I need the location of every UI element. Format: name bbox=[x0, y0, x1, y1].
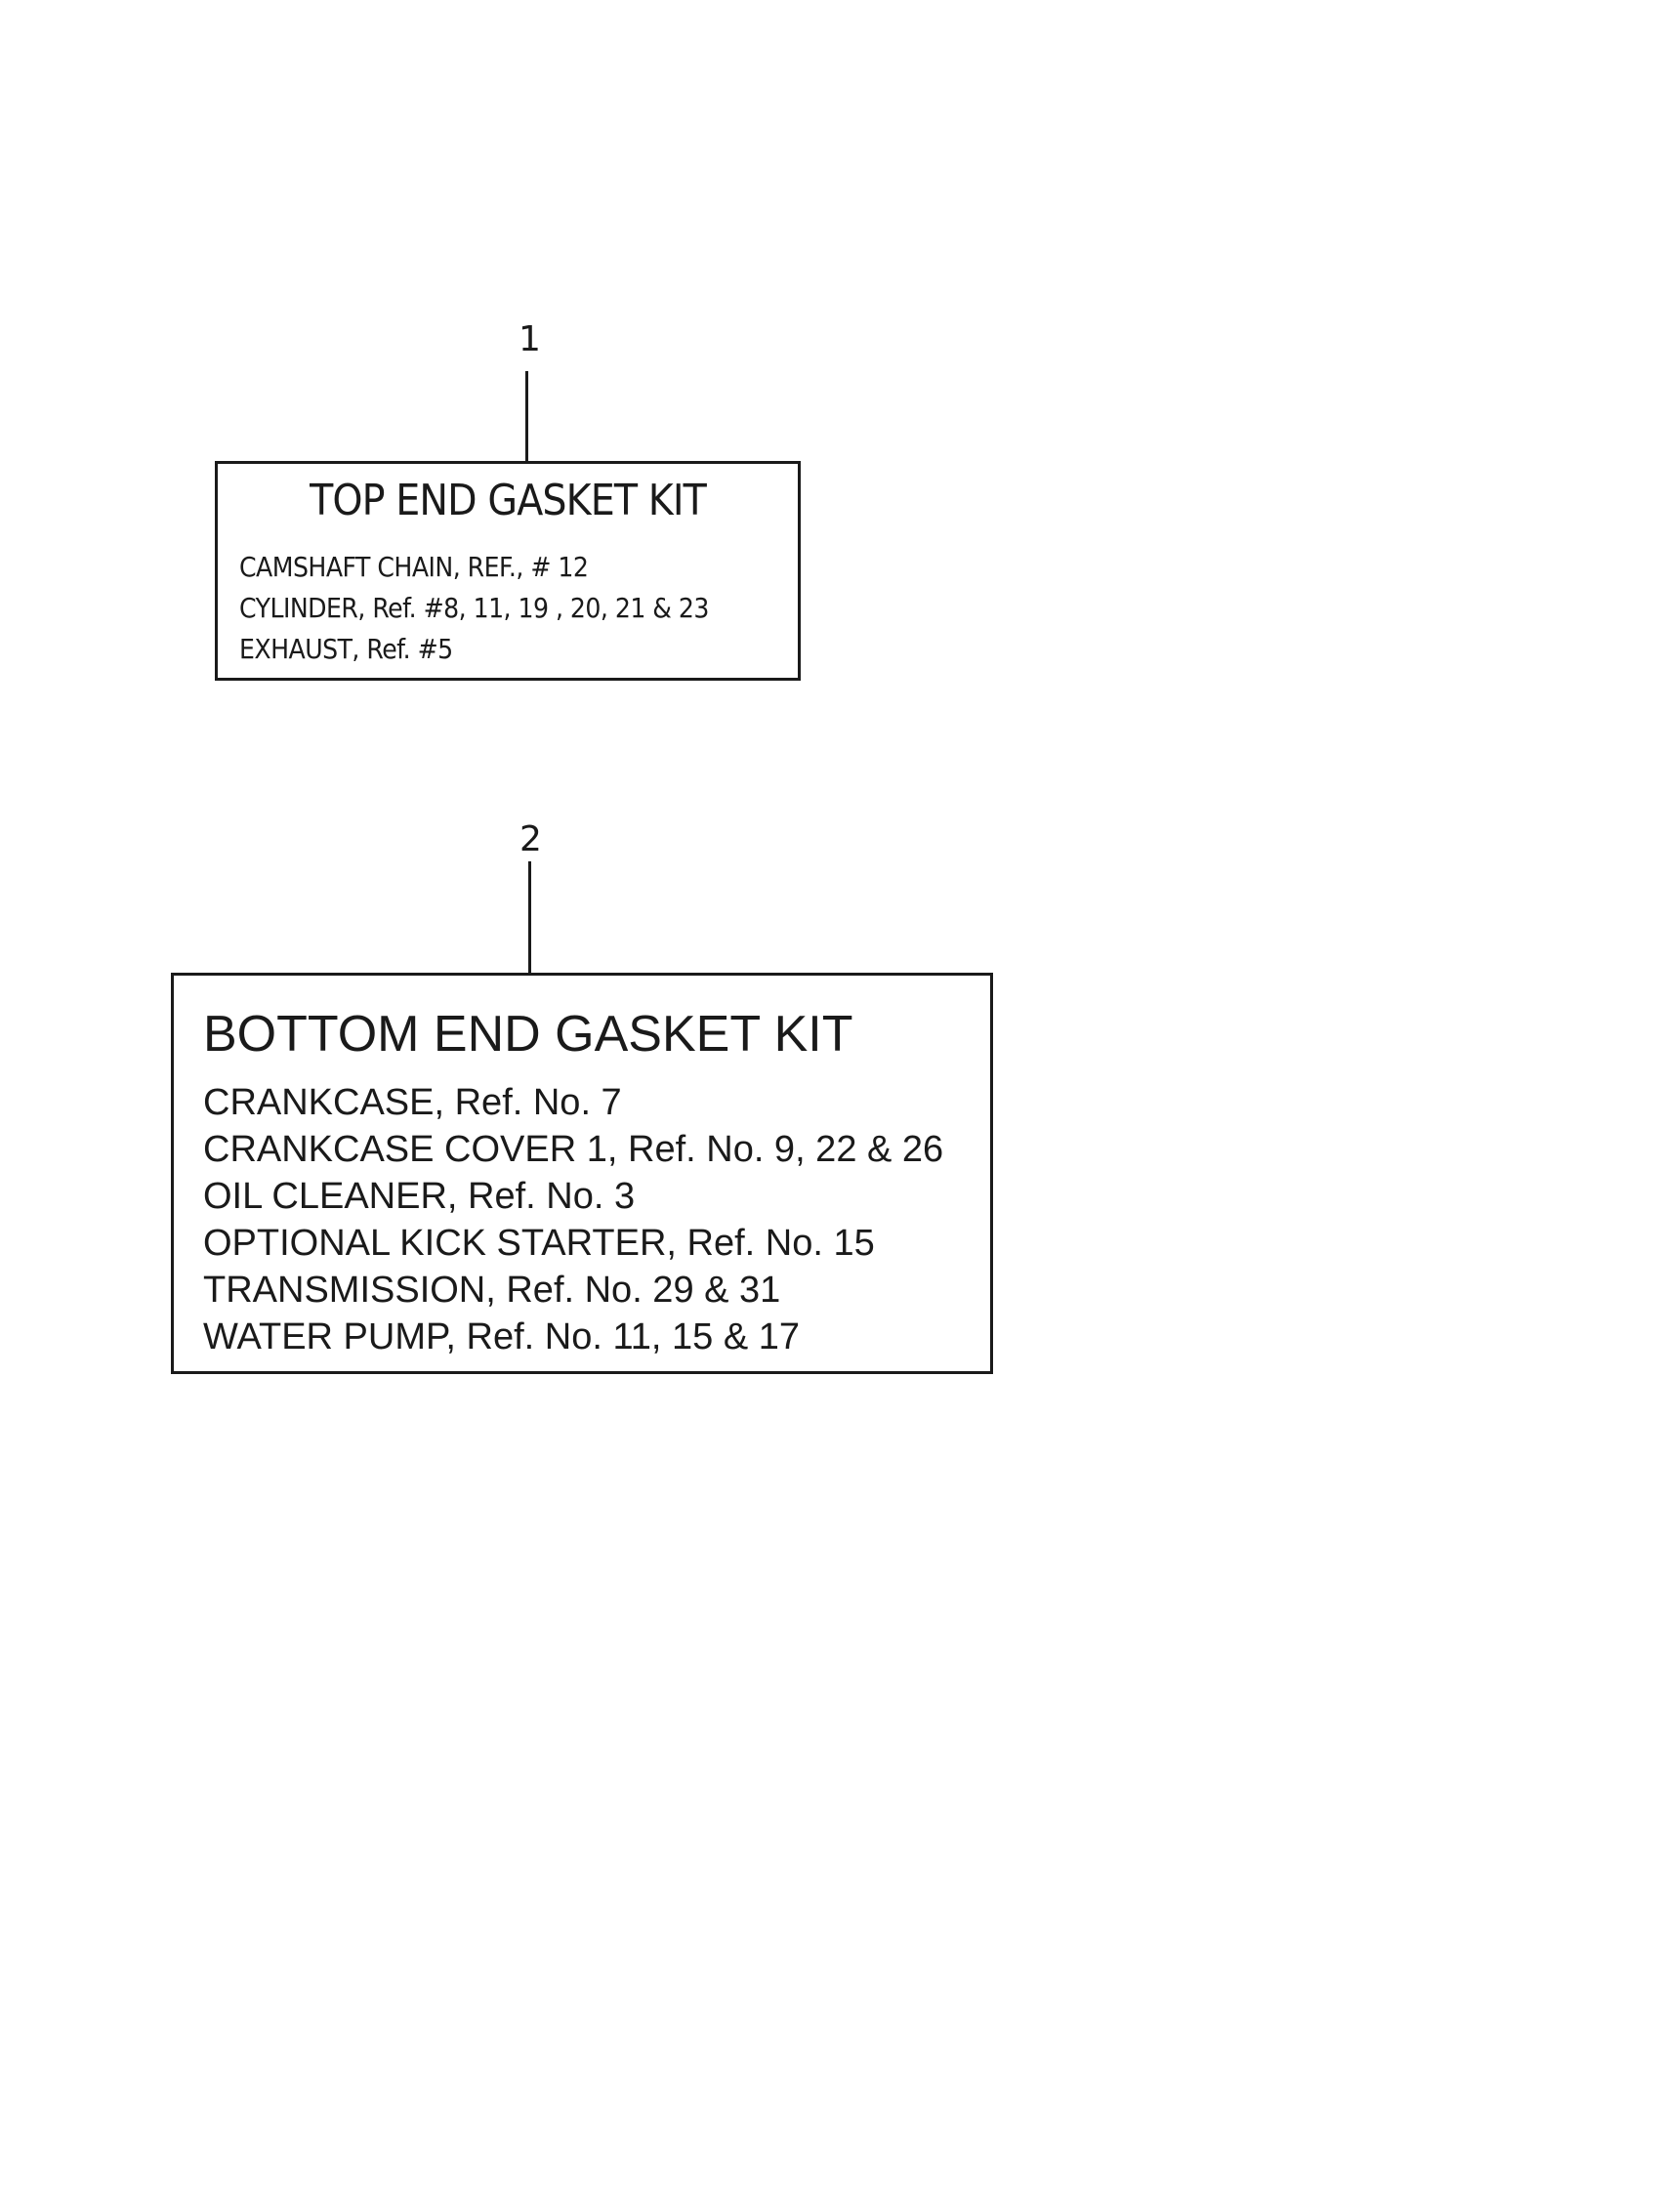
leader-line-1 bbox=[525, 371, 528, 462]
kit-item: OPTIONAL KICK STARTER, Ref. No. 15 bbox=[203, 1223, 875, 1264]
top-end-gasket-kit-box bbox=[215, 461, 801, 681]
callout-number-1: 1 bbox=[519, 319, 541, 359]
kit-item-list bbox=[203, 1079, 990, 1360]
kit-item: OIL CLEANER, Ref. No. 3 bbox=[203, 1176, 636, 1217]
kit-item: CRANKCASE COVER 1, Ref. No. 9, 22 & 26 bbox=[203, 1129, 944, 1170]
kit-title: TOP END GASKET KIT bbox=[310, 476, 706, 525]
kit-item: EXHAUST, Ref. #5 bbox=[239, 633, 453, 665]
kit-title: BOTTOM END GASKET KIT bbox=[203, 1006, 853, 1063]
kit-item: CYLINDER, Ref. #8, 11, 19 , 20, 21 & 23 bbox=[239, 592, 709, 624]
kit-item: WATER PUMP, Ref. No. 11, 15 & 17 bbox=[203, 1316, 801, 1357]
bottom-end-gasket-kit-box bbox=[171, 973, 993, 1374]
kit-item-list bbox=[239, 547, 798, 670]
kit-item: CRANKCASE, Ref. No. 7 bbox=[203, 1082, 622, 1123]
kit-item: CAMSHAFT CHAIN, REF., # 12 bbox=[239, 551, 589, 583]
callout-number-2: 2 bbox=[519, 819, 542, 859]
kit-item: TRANSMISSION, Ref. No. 29 & 31 bbox=[203, 1270, 781, 1311]
leader-line-2 bbox=[528, 861, 531, 974]
